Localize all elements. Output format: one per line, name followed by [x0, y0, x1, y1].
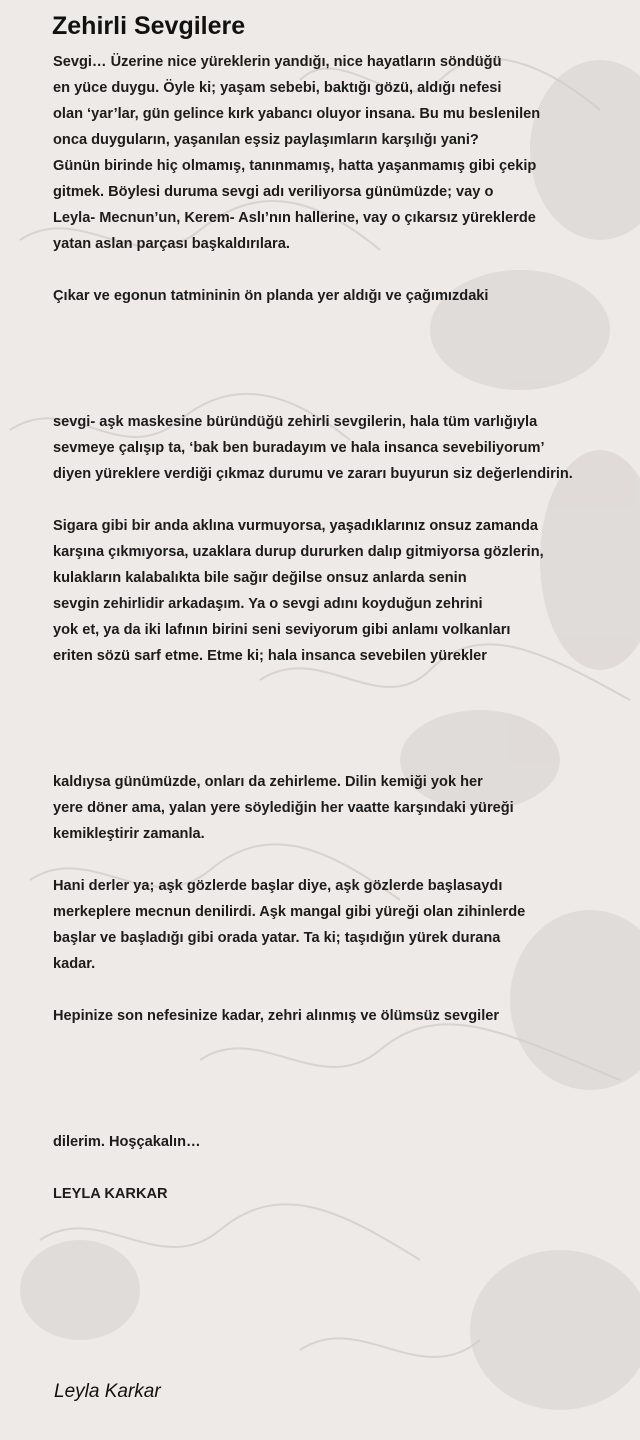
- poem-line: kadar.: [53, 956, 96, 972]
- poem-line: merkeplere mecnun denilirdi. Aşk mangal gibi yüreği olan zihinlerde: [53, 904, 526, 920]
- poem-line: karşına çıkmıyorsa, uzaklara durup dururken dalıp gitmiyorsa gözlerin,: [53, 544, 544, 560]
- poem-line: Leyla- Mecnun’un, Kerem- Aslı’nın hallerine, vay o çıkarsız yüreklerde: [53, 210, 536, 226]
- poem-line: eriten sözü sarf etme. Etme ki; hala insanca sevebilen yürekler: [53, 648, 487, 664]
- poem-line: onca duyguların, yaşanılan eşsiz paylaşımların karşılığı yani?: [53, 132, 479, 148]
- poem-line: sevmeye çalışıp ta, ‘bak ben buradayım ve hala insanca sevebiliyorum’: [53, 440, 545, 456]
- author-signature: Leyla Karkar: [54, 1381, 161, 1402]
- poem-line: Hani derler ya; aşk gözlerde başlar diye, aşk gözlerde başlasaydı: [53, 878, 503, 894]
- poem-line: Sigara gibi bir anda aklına vurmuyorsa, yaşadıklarınız onsuz zamanda: [53, 518, 538, 534]
- author-caps: LEYLA KARKAR: [53, 1186, 168, 1202]
- poem-line: sevgi- aşk maskesine büründüğü zehirli sevgilerin, hala tüm varlığıyla: [53, 414, 538, 430]
- poem-line: yatan aslan parçası başkaldırılara.: [53, 236, 290, 252]
- poem-line: yok et, ya da iki lafının birini seni seviyorum gibi anlamı volkanları: [53, 622, 511, 638]
- poem-line: Sevgi… Üzerine nice yüreklerin yandığı, nice hayatların söndüğü: [53, 54, 502, 70]
- poem-line: kulakların kalabalıkta bile sağır değilse onsuz anlarda senin: [53, 570, 467, 586]
- poem-line: kaldıysa günümüzde, onları da zehirleme. Dilin kemiği yok her: [53, 774, 483, 790]
- poem-line: kemikleştirir zamanla.: [53, 826, 205, 842]
- poem-line: olan ‘yar’lar, gün gelince kırk yabancı oluyor insana. Bu mu beslenilen: [53, 106, 541, 122]
- poem-line: en yüce duygu. Öyle ki; yaşam sebebi, baktığı gözü, aldığı nefesi: [53, 80, 502, 96]
- poem-line: sevgin zehirlidir arkadaşım. Ya o sevgi adını koyduğun zehrini: [53, 596, 483, 612]
- poem-line: dilerim. Hoşçakalın…: [53, 1134, 201, 1150]
- poem-line: Hepinize son nefesinize kadar, zehri alınmış ve ölümsüz sevgiler: [53, 1008, 500, 1024]
- poem-line: başlar ve başladığı gibi orada yatar. Ta ki; taşıdığın yürek durana: [53, 930, 501, 946]
- poem-title: Zehirli Sevgilere: [52, 12, 246, 40]
- poem-line: Çıkar ve egonun tatmininin ön planda yer aldığı ve çağımızdaki: [53, 288, 489, 304]
- poem-line: diyen yüreklere verdiği çıkmaz durumu ve zararı buyurun siz değerlendirin.: [53, 466, 573, 482]
- poem-line: gitmek. Böylesi duruma sevgi adı veriliyorsa günümüzde; vay o: [53, 184, 494, 200]
- poem-line: Günün birinde hiç olmamış, tanınmamış, hatta yaşanmamış gibi çekip: [53, 158, 537, 174]
- poem-line: yere döner ama, yalan yere söylediğin her vaatte karşındaki yüreği: [53, 800, 514, 816]
